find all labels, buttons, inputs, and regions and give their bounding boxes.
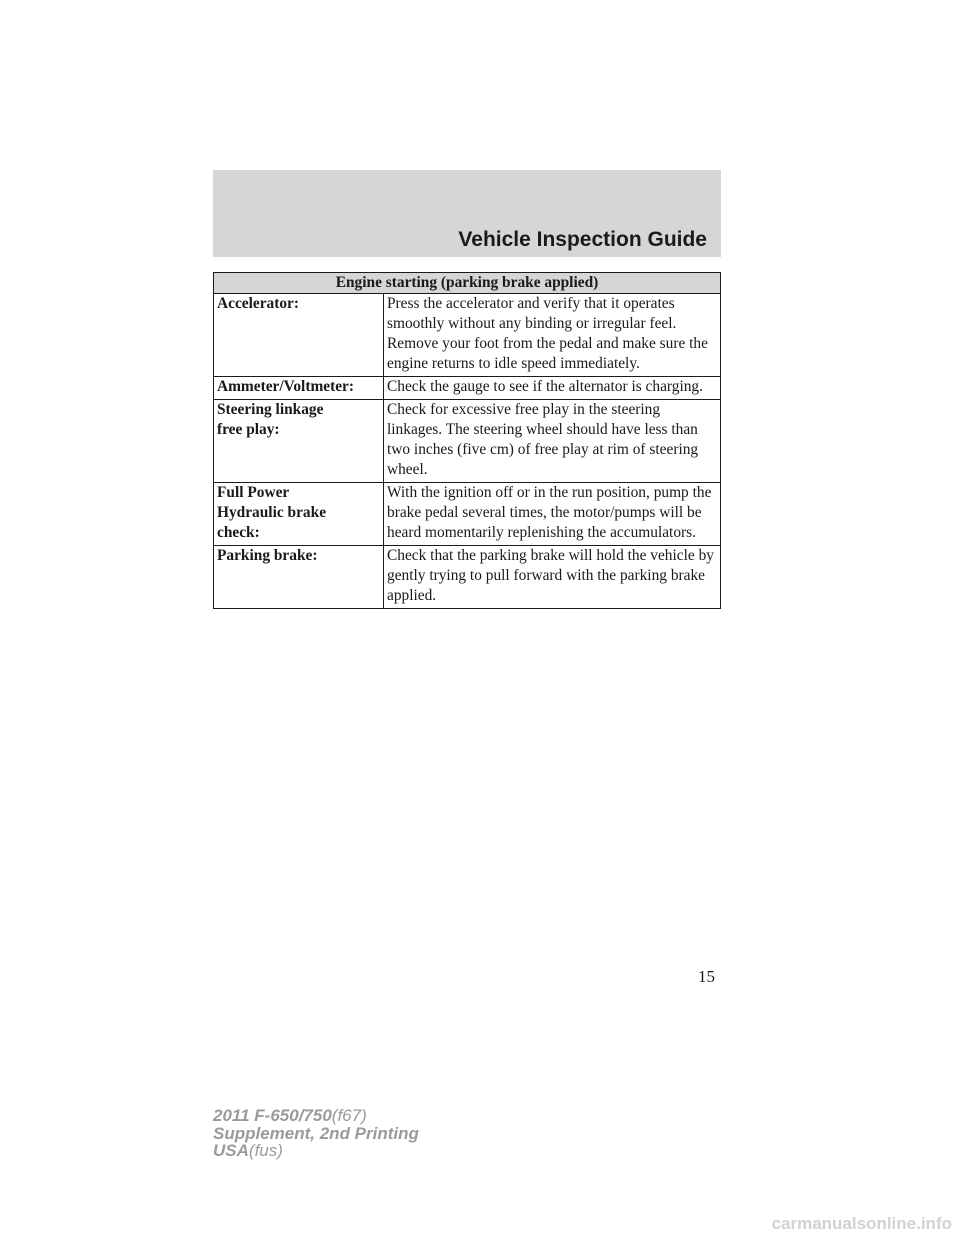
table-row (214, 400, 721, 483)
row-description-parking-brake: Check that the parking brake will hold the vehicle by gently trying to pull forward with the parking brake applied. (384, 546, 721, 609)
footer-print-info (213, 1107, 419, 1160)
table-row (214, 546, 721, 609)
header-band (213, 170, 721, 257)
footer-line-model (213, 1107, 419, 1125)
table-row (214, 377, 721, 400)
table-header-row (214, 273, 721, 294)
footer-line-market (213, 1142, 419, 1160)
row-description-hydraulic-brake: With the ignition off or in the run position, pump the brake pedal several times, the motor/pumps will be heard momentarily replenishing the accumulators. (384, 483, 721, 546)
footer-line-printing (213, 1125, 419, 1143)
page-title: Vehicle Inspection Guide (458, 228, 707, 251)
table-row (214, 294, 721, 377)
footer-market-code: (fus) (248, 1141, 283, 1160)
row-label-accelerator: Accelerator: (214, 294, 384, 377)
footer-model-code: (f67) (331, 1106, 367, 1125)
section-title: Engine starting (parking brake applied) (214, 273, 721, 294)
row-description-steering: Check for excessive free play in the steering linkages. The steering wheel should have less than two inches (five cm) of free play at rim of steering wheel. (384, 400, 721, 483)
page-number: 15 (698, 967, 715, 986)
footer-market: USA (213, 1141, 249, 1160)
footer-model: 2011 F-650/750 (213, 1106, 332, 1125)
row-label-ammeter: Ammeter/Voltmeter: (214, 377, 384, 400)
label-text: Steering linkage free play: (217, 401, 324, 438)
label-text: Full Power Hydraulic brake check: (217, 484, 327, 541)
footer-printing: Supplement, 2nd Printing (213, 1123, 419, 1143)
inspection-table (213, 272, 721, 609)
row-label-steering (214, 400, 384, 483)
table-row (214, 483, 721, 546)
row-label-hydraulic-brake (214, 483, 384, 546)
row-label-parking-brake: Parking brake: (214, 546, 384, 609)
row-description-ammeter: Check the gauge to see if the alternator is charging. (384, 377, 721, 400)
watermark: carmanualsonline.info (771, 1214, 952, 1233)
row-description-accelerator: Press the accelerator and verify that it operates smoothly without any binding or irregular feel. Remove your foot from the pedal and make sure the engine returns to idle speed immediately. (384, 294, 721, 377)
